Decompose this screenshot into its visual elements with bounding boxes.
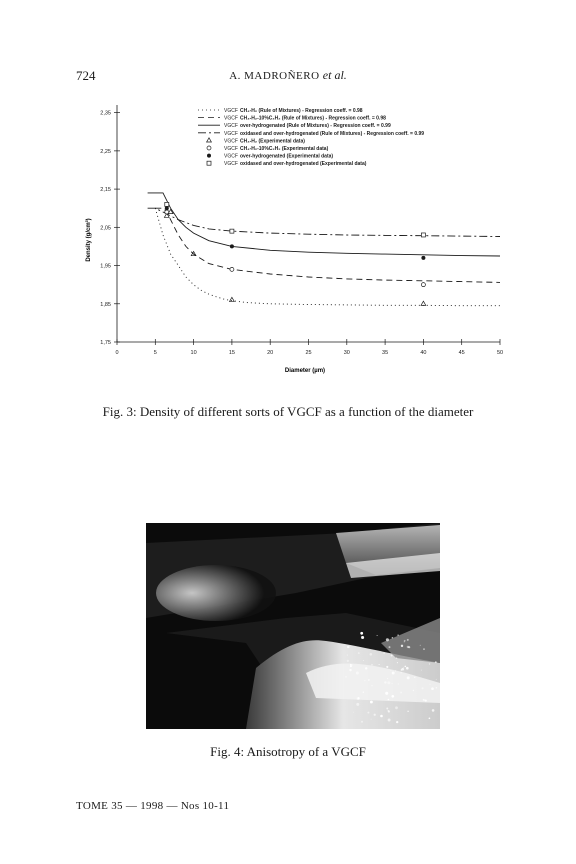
legend-label: oxidased and over-hydrogenated (Rule of Mixtures) - Regression coeff. = 0.99 [240,130,425,137]
photo-speck [392,672,395,675]
legend-label: CH₄-H₂-10%C₂H₂ (Experimental data) [240,146,329,152]
photo-speck [387,710,389,712]
page-number: 724 [76,68,96,83]
data-point-circle [165,210,169,214]
photo-speck [358,652,360,654]
photo-speck [397,634,399,636]
photo-speck [370,701,373,704]
photo-speck [395,670,396,671]
legend-marker-sample [207,161,211,165]
y-tick-label: 2,15 [100,187,111,194]
running-head-etal: et al. [322,68,347,82]
y-axis-label: Density (g/cm³) [86,218,92,262]
curve-c2h2-rule-of-mixtures [155,208,500,282]
photo-speck [386,638,389,641]
x-tick-label: 25 [305,350,312,356]
photo-speck [407,646,409,648]
photo-speck [386,708,388,710]
legend-marker-sample [207,154,211,158]
legend-entry [207,154,333,160]
curve-ch4-h2-rule-of-mixtures [155,208,500,306]
photo-speck [371,664,373,666]
photo-speck [401,672,402,673]
figure-3-caption: Fig. 3: Density of different sorts of VGCF as a function of the diameter [102,404,474,419]
photo-speck [363,692,364,693]
photo-speck [365,667,367,669]
legend-entry [198,108,363,114]
photo-speck [388,719,391,722]
photo-speck [392,683,393,684]
legend-prefix: VGCF [224,108,238,114]
photo-speck [391,695,394,698]
x-tick-label: 50 [496,350,504,356]
photo-speck [345,676,347,678]
photo-speck [377,635,378,636]
photo-speck [421,670,422,671]
photo-speck [387,678,388,679]
photo-speck [384,681,386,683]
legend-entry [207,146,329,152]
curve-over-hydrogenated-rule-of-mixtures [148,193,500,256]
photo-speck [405,666,407,668]
photo-speck [356,703,359,706]
legend-marker-sample [207,138,212,142]
photo-speck [429,663,430,664]
photo-speck [389,646,391,648]
photo-speck [388,699,390,701]
chart-curves [148,193,500,306]
photo-speck [379,664,380,665]
chart-legend [198,108,424,167]
x-tick-label: 15 [228,350,235,356]
photo-speck [371,685,372,686]
photo-speck [413,690,414,691]
y-tick-label: 1,95 [100,263,111,270]
photo-speck [385,692,388,695]
photo-speck [401,668,404,671]
data-point-dot [230,244,234,248]
photo-speck [401,645,403,647]
legend-prefix: VGCF [224,115,238,122]
x-tick-label: 10 [190,350,197,356]
data-point-square [421,233,425,237]
photo-speck [423,699,425,701]
photo-speck [350,664,352,666]
photo-speck [363,660,364,661]
legend-entry [198,123,391,129]
legend-label: CH₄-H₂-10%C₂H₂ (Rule of Mixtures) - Regression coeff. = 0.98 [240,115,386,122]
legend-label: over-hydrogenated (Rule of Mixtures) - Regression coeff. = 0.99 [240,123,391,130]
data-point-circle [421,283,425,287]
y-tick-label: 1,85 [100,301,111,308]
photo-speck [436,679,437,680]
photo-speck [407,639,409,641]
photo-speck [386,666,388,668]
photo-speck [432,709,435,712]
photo-speck [423,648,425,650]
photo-speck [403,667,404,668]
photo-speck [414,677,415,678]
photo-speck [383,652,385,654]
x-tick-label: 30 [343,350,350,356]
photo-speck [350,665,352,667]
data-point-circle [230,267,234,271]
legend-prefix: VGCF [224,130,238,137]
photo-speck [353,712,354,713]
photo-speck [398,683,399,684]
photo-speck [356,671,359,674]
legend-label: CH₄-H₂ (Rule of Mixtures) - Regression coeff. = 0.98 [240,108,363,114]
photo-speck [349,669,351,671]
photo-speck [361,721,363,723]
photo-speck [368,679,370,681]
photo-speck [396,721,398,723]
y-tick-label: 2,25 [100,148,111,155]
chart-axes [114,105,500,345]
y-tick-labels [100,111,111,346]
running-head [0,68,576,83]
legend-prefix: VGCF [224,123,238,130]
photo-speck [400,692,402,694]
photo-speck [361,636,362,637]
photo-speck [390,670,391,671]
photo-speck [371,719,372,720]
data-point-square [165,202,169,206]
legend-label: CH₄-H₂ (Experimental data) [240,138,305,145]
photo-speck [407,676,410,679]
photo-speck [364,680,366,682]
legend-prefix: VGCF [224,153,238,160]
legend-label: oxidased and over-hydrogenated (Experimental data) [240,161,367,168]
photo-speck [431,687,434,690]
legend-entry [207,138,306,145]
photo-speck [395,706,398,709]
photo-speck [420,645,421,646]
photo-speck [367,712,369,714]
photo-speck [374,714,376,716]
photo-speck [406,667,409,670]
y-tick-label: 2,35 [100,110,111,117]
density-chart [80,100,520,390]
page-footer: TOME 35 — 1998 — Nos 10-11 [76,800,230,812]
photo-speck [407,711,408,712]
legend-marker-sample [207,146,211,150]
photo-speck [422,687,424,689]
photo-speck [370,653,373,656]
photo-speck [347,655,348,656]
photo-speck [436,687,438,689]
photo-speck [347,646,350,649]
photo-speck [429,717,431,719]
legend-prefix: VGCF [224,138,238,145]
photo-speck [430,684,431,685]
curve-oxidased-rule-of-mixtures [148,208,500,236]
photo-speck [404,641,405,642]
y-tick-label: 1,75 [100,340,111,346]
x-tick-labels [115,350,503,356]
photo-speck [425,700,427,702]
data-point-dot [165,206,169,210]
photo-speck [387,681,390,684]
y-tick-label: 2,05 [100,225,111,232]
running-head-authors: A. MADROÑERO [229,70,320,82]
data-point-dot [421,256,425,260]
legend-prefix: VGCF [224,161,238,168]
photo-speck [357,697,359,699]
data-point-square [230,229,234,233]
legend-entry [198,116,386,122]
x-tick-label: 40 [420,350,427,356]
figure-4-caption: Fig. 4: Anisotropy of a VGCF [210,744,366,759]
x-tick-label: 35 [382,350,389,356]
legend-entry [207,161,367,167]
x-tick-label: 5 [153,350,157,356]
figure-4-photo [146,523,440,729]
photo-speck [360,632,363,635]
x-tick-label: 0 [115,350,119,356]
legend-prefix: VGCF [224,146,238,152]
x-tick-label: 20 [267,350,274,356]
data-point-triangle [421,301,426,305]
x-axis-label: Diameter (µm) [284,368,326,374]
photo-speck [396,657,398,659]
legend-entry [198,131,424,137]
photo-speck [380,715,383,718]
photo-speck [392,637,393,638]
photo-speck [391,655,393,657]
legend-label: over-hydrogenated (Experimental data) [240,153,334,160]
photo-speck [397,662,398,663]
photo-speck [435,661,437,663]
photo-speck [347,660,349,662]
x-tick-label: 45 [458,350,465,356]
